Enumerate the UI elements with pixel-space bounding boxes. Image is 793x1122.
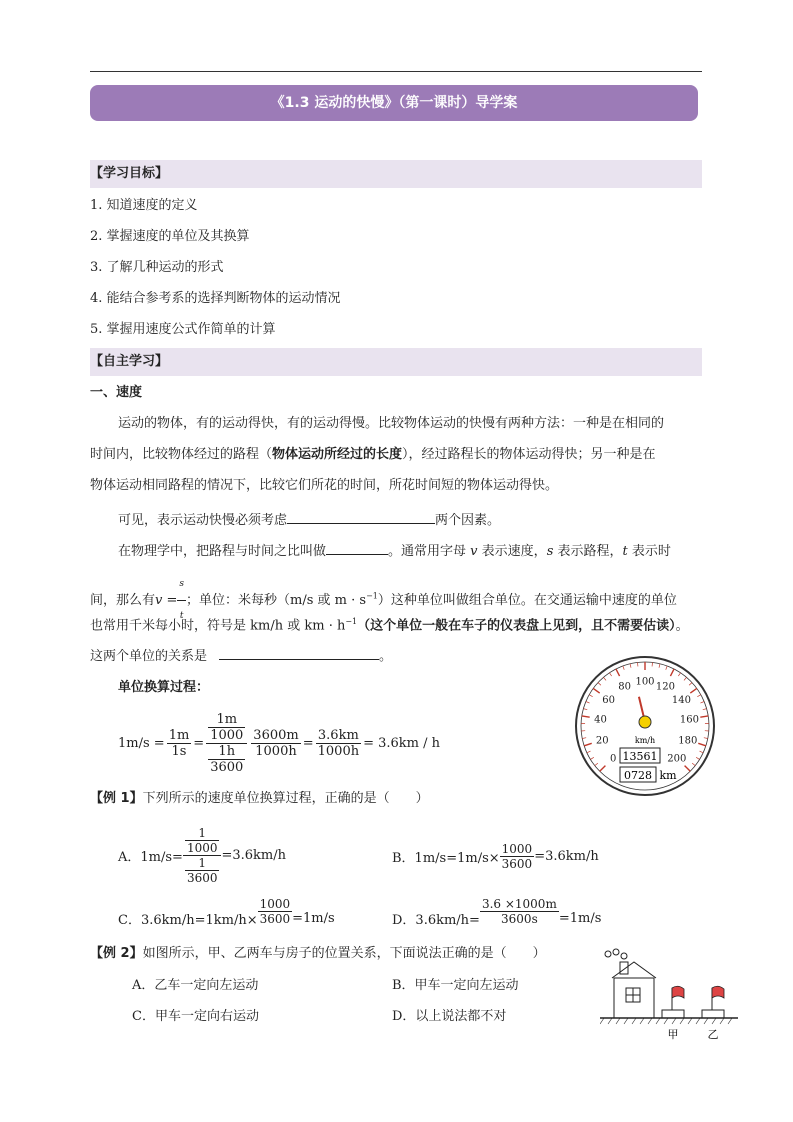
odometer-unit: km [659, 769, 677, 782]
speedometer-tick-label: 120 [655, 681, 675, 693]
smoke-puff-2 [613, 949, 619, 955]
example-2-option-c[interactable]: C．甲车一定向右运动 [132, 1009, 259, 1024]
chimney [620, 962, 628, 974]
speedometer-tick-label: 20 [595, 735, 609, 747]
example-1-option-a[interactable]: A．1m/s= $\frac{\frac{1}{1000}}{\frac{1}{3600}}$ =3.6km/h [118, 825, 287, 885]
speedometer-tick-label: 60 [602, 695, 615, 707]
house-roof [612, 962, 656, 978]
car-yi [702, 1010, 724, 1018]
speedometer-tick-label: 140 [671, 695, 691, 707]
page-title: 《1.3 运动的快慢》（第一课时）导学案 [90, 85, 698, 121]
objective-5: 5. 掌握用速度公式作简单的计算 [90, 322, 276, 337]
example-2-option-a[interactable]: A．乙车一定向左运动 [132, 978, 259, 993]
blank-speed-definition[interactable] [326, 542, 388, 555]
flag-yi [712, 986, 724, 998]
objective-2: 2. 掌握速度的单位及其换算 [90, 229, 250, 244]
label-yi: 乙 [707, 1028, 719, 1041]
top-rule [90, 71, 702, 72]
objectives-header: 【学习目标】 [90, 160, 702, 188]
blank-factors[interactable] [287, 511, 435, 524]
car-jia [662, 1010, 684, 1018]
objective-4: 4. 能结合参考系的选择判断物体的运动情况 [90, 291, 341, 306]
objective-3: 3. 了解几种运动的形式 [90, 260, 224, 275]
example-1-question: 【例 1】下列所示的速度单位换算过程，正确的是（ ） [90, 791, 429, 806]
paragraph-1-line-2: 时间内，比较物体经过的路程（物体运动所经过的长度），经过路程长的物体运动得快；另一种是在 [90, 447, 656, 462]
paragraph-4: 间，那么有v = $\frac{s}{t}$ ；单位：米每秒（m/s 或 $m \cdot s^{-1}$）这种单位叫做组合单位。在交通运输中速度的单位 [90, 569, 702, 632]
paragraph-3: 在物理学中，把路程与时间之比叫做 。通常用字母 v 表示速度，s 表示路程，t 表示时 [118, 544, 671, 559]
self-study-header: 【自主学习】 [90, 348, 702, 376]
objective-1: 1. 知道速度的定义 [90, 198, 198, 213]
subsection-speed: 一、速度 [90, 385, 143, 400]
smoke-puff-1 [605, 951, 611, 957]
paragraph-1-line-1: 运动的物体，有的运动得快，有的运动得慢。比较物体运动的快慢有两种方法：一种是在相同的 [118, 416, 665, 431]
label-jia: 甲 [667, 1028, 679, 1041]
speedometer-tick-label: 180 [678, 735, 698, 747]
example-1-option-c[interactable]: C．3.6km/h=1km/h× $\frac{1000}{3600}$ =1m/s [118, 896, 335, 928]
speedometer-tick-label: 100 [635, 676, 655, 688]
house-wall [614, 978, 654, 1018]
blank-unit-relation[interactable] [219, 647, 379, 660]
speedometer-tick-label: 0 [609, 753, 617, 765]
example-2-option-b[interactable]: B．甲车一定向左运动 [392, 978, 519, 993]
example-1-option-d[interactable]: D．3.6km/h= $\frac{3.6 \times 1000m}{3600s}$ =1m/s [392, 896, 602, 928]
example-2-option-d[interactable]: D．以上说法都不对 [392, 1009, 507, 1024]
paragraph-1-line-3: 物体运动相同路程的情况下，比较它们所花的时间，所花时间短的物体运动得快。 [90, 478, 559, 493]
speedometer-tick-label: 160 [679, 714, 699, 726]
speedometer-hub [639, 716, 651, 728]
odometer-value-2: 0728 [624, 769, 652, 782]
speedometer-tick-label: 200 [667, 753, 687, 765]
speedometer-tick-label: 80 [618, 681, 631, 693]
flag-jia [672, 986, 684, 998]
paragraph-5: 也常用千米每小时，符号是 km/h 或 km · $h^{-1}$（这个单位一般在车子的仪表盘上见到，且不需要估读）。 [90, 617, 689, 634]
example-2-question: 【例 2】如图所示，甲、乙两车与房子的位置关系，下面说法正确的是（ ） [90, 946, 546, 961]
paragraph-6: 这两个单位的关系是 。 [90, 649, 393, 664]
speedometer [574, 655, 716, 797]
paragraph-2: 可见，表示运动快慢必须考虑 两个因素。 [118, 513, 501, 528]
speedometer-unit: km/h [634, 736, 656, 745]
conversion-label: 单位换算过程： [118, 680, 210, 695]
example-1-option-b[interactable]: B．1m/s=1m/s× $\frac{1000}{3600}$ =3.6km/h [392, 841, 599, 871]
conversion-formula: 1m/s = $\frac{1m}{1s}$ = $\frac{\frac{1m}{1000}}{\frac{1h}{3600}}$ $\frac{3600m}{1000h}$ = $\frac{3.6km}{1000h}$ = 3.6km / h [118, 711, 441, 775]
house-cars-figure [600, 944, 740, 1044]
speedometer-tick-label: 40 [594, 714, 607, 726]
smoke-puff-3 [621, 953, 627, 959]
odometer-value-1: 13561 [622, 750, 658, 763]
